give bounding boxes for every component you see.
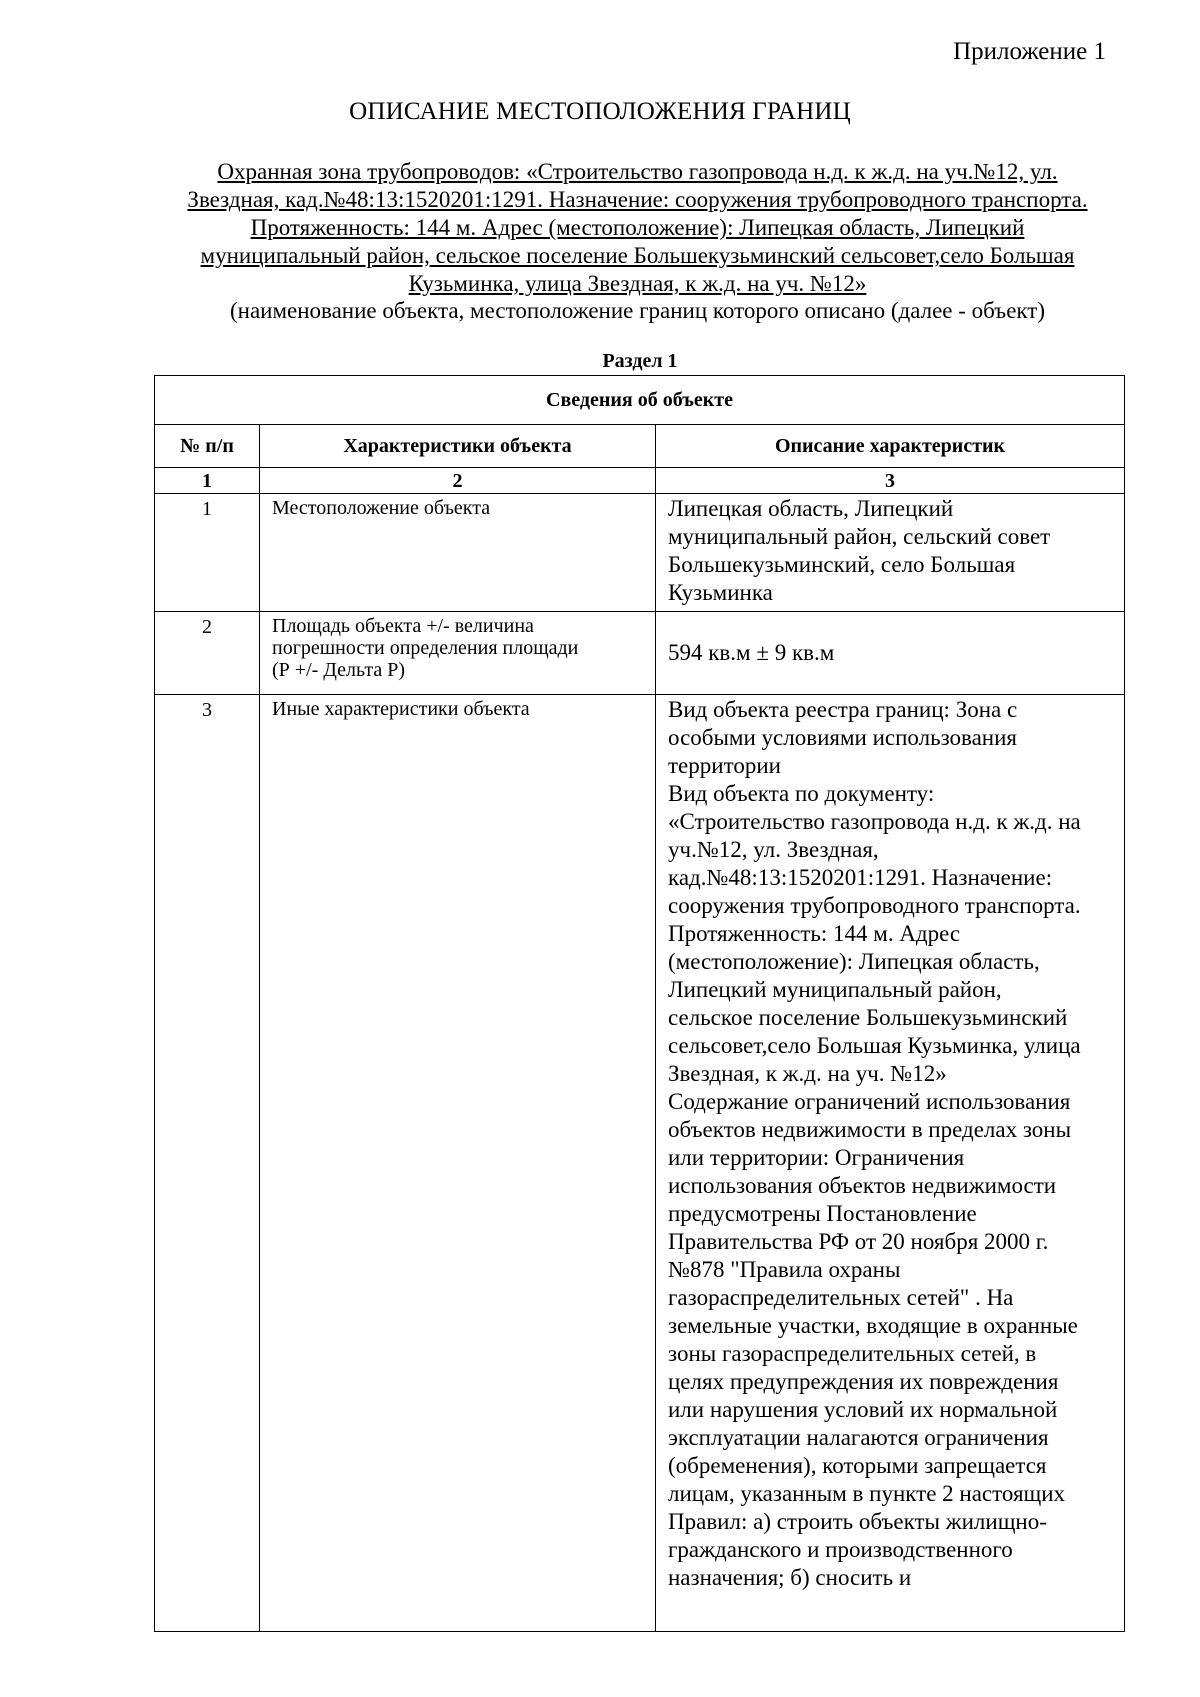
text-line: муниципальный район, сельское поселение Большекузьминский сельсовет,село Большая: [200, 243, 1075, 268]
column-header-number: № п/п: [155, 425, 260, 468]
text-line: Кузьминка, улица Звездная, к ж.д. на уч. №12»: [408, 271, 867, 296]
text-line: газораспределительных сетей" . На: [668, 1285, 1014, 1310]
text-line: или нарушения условий их нормальной: [668, 1397, 1058, 1422]
text-line: (Р +/- Дельта Р): [272, 659, 406, 681]
row-number: 1: [155, 494, 260, 612]
text-line: Липецкий муниципальный район,: [668, 977, 1002, 1002]
text-line: Протяженность: 144 м. Адрес: [668, 921, 961, 946]
row-description: [656, 612, 1125, 695]
column-header-description: Описание характеристик: [656, 425, 1125, 468]
text-line: земельные участки, входящие в охранные: [668, 1313, 1078, 1338]
text-line: лицам, указанным в пункте 2 настоящих: [668, 1481, 1066, 1506]
text-line: «Строительство газопровода н.д. к ж.д. на: [668, 809, 1081, 834]
text-line: Охранная зона трубопроводов: «Строительство газопровода н.д. к ж.д. на уч.№12, ул.: [217, 159, 1058, 184]
text-line: (обременения), которыми запрещается: [668, 1453, 1047, 1478]
table-header-row: [155, 425, 1125, 468]
column-number-2: 2: [260, 468, 656, 494]
document-title: ОПИСАНИЕ МЕСТОПОЛОЖЕНИЯ ГРАНИЦ: [349, 98, 851, 125]
text-line: Звездная, к ж.д. на уч. №12»: [668, 1061, 947, 1086]
text-line: Площадь объекта +/- величина: [272, 615, 534, 637]
text-line: сельсовет,село Большая Кузьминка, улица: [668, 1033, 1081, 1058]
text-line: Вид объекта реестра границ: Зона с: [668, 697, 1018, 722]
text-line: Кузьминка: [668, 580, 773, 605]
text-line: кад.№48:13:1520201:1291. Назначение:: [668, 865, 1053, 890]
text-line: Иные характеристики объекта: [272, 698, 530, 720]
text-line: Липецкая область, Липецкий: [668, 496, 954, 521]
object-name: [150, 158, 1125, 298]
table-caption: Сведения об объекте: [155, 376, 1125, 425]
text-line: 594 кв.м ± 9 кв.м: [668, 639, 835, 665]
section-title: Раздел 1: [602, 350, 678, 372]
row-description: [656, 695, 1125, 1632]
object-info-table: [154, 375, 1125, 1632]
text-line: Большекузьминский, село Большая: [668, 552, 1016, 577]
column-header-characteristic: Характеристики объекта: [260, 425, 656, 468]
text-line: (местоположение): Липецкая область,: [668, 949, 1040, 974]
text-line: объектов недвижимости в пределах зоны: [668, 1117, 1072, 1142]
row-characteristic: [260, 695, 656, 1632]
appendix-label: Приложение 1: [953, 38, 1106, 65]
text-line: предусмотрены Постановление: [668, 1201, 977, 1226]
text-line: Правил: а) строить объекты жилищно-: [668, 1509, 1047, 1534]
text-line: Содержание ограничений использования: [668, 1089, 1071, 1114]
text-line: целях предупреждения их повреждения: [668, 1369, 1059, 1394]
row-number: 3: [155, 695, 260, 1632]
row-characteristic: [260, 494, 656, 612]
object-name-caption: (наименование объекта, местоположение границ которого описано (далее - объект): [229, 298, 1045, 323]
text-line: №878 "Правила охраны: [668, 1257, 901, 1282]
text-line: зоны газораспределительных сетей, в: [668, 1341, 1037, 1366]
column-number-row: [155, 468, 1125, 494]
text-line: назначения; б) сносить и: [668, 1565, 912, 1590]
text-line: Звездная, кад.№48:13:1520201:1291. Назначение: сооружения трубопроводного транспорта.: [187, 187, 1088, 212]
text-line: Правительства РФ от 20 ноября 2000 г.: [668, 1229, 1049, 1254]
table-row: [155, 612, 1125, 695]
text-line: муниципальный район, сельский совет: [668, 524, 1051, 549]
row-description: [656, 494, 1125, 612]
text-line: особыми условиями использования: [668, 725, 1017, 750]
row-number: 2: [155, 612, 260, 695]
row-characteristic: [260, 612, 656, 695]
table-row: [155, 695, 1125, 1632]
text-line: погрешности определения площади: [272, 637, 579, 659]
text-line: или территории: Ограничения: [668, 1145, 965, 1170]
table-caption-row: [155, 376, 1125, 425]
text-line: Протяженность: 144 м. Адрес (местоположение): Липецкая область, Липецкий: [250, 215, 1025, 240]
text-line: использования объектов недвижимости: [668, 1173, 1057, 1198]
text-line: Вид объекта по документу:: [668, 781, 935, 806]
column-number-1: 1: [155, 468, 260, 494]
text-line: сельское поселение Большекузьминский: [668, 1005, 1068, 1030]
text-line: сооружения трубопроводного транспорта.: [668, 893, 1081, 918]
table-row: [155, 494, 1125, 612]
text-line: гражданского и производственного: [668, 1537, 1013, 1562]
column-number-3: 3: [656, 468, 1125, 494]
text-line: эксплуатации налагаются ограничения: [668, 1425, 1049, 1450]
text-line: Местоположение объекта: [272, 497, 491, 519]
text-line: уч.№12, ул. Звездная,: [668, 837, 879, 862]
text-line: территории: [668, 753, 781, 778]
